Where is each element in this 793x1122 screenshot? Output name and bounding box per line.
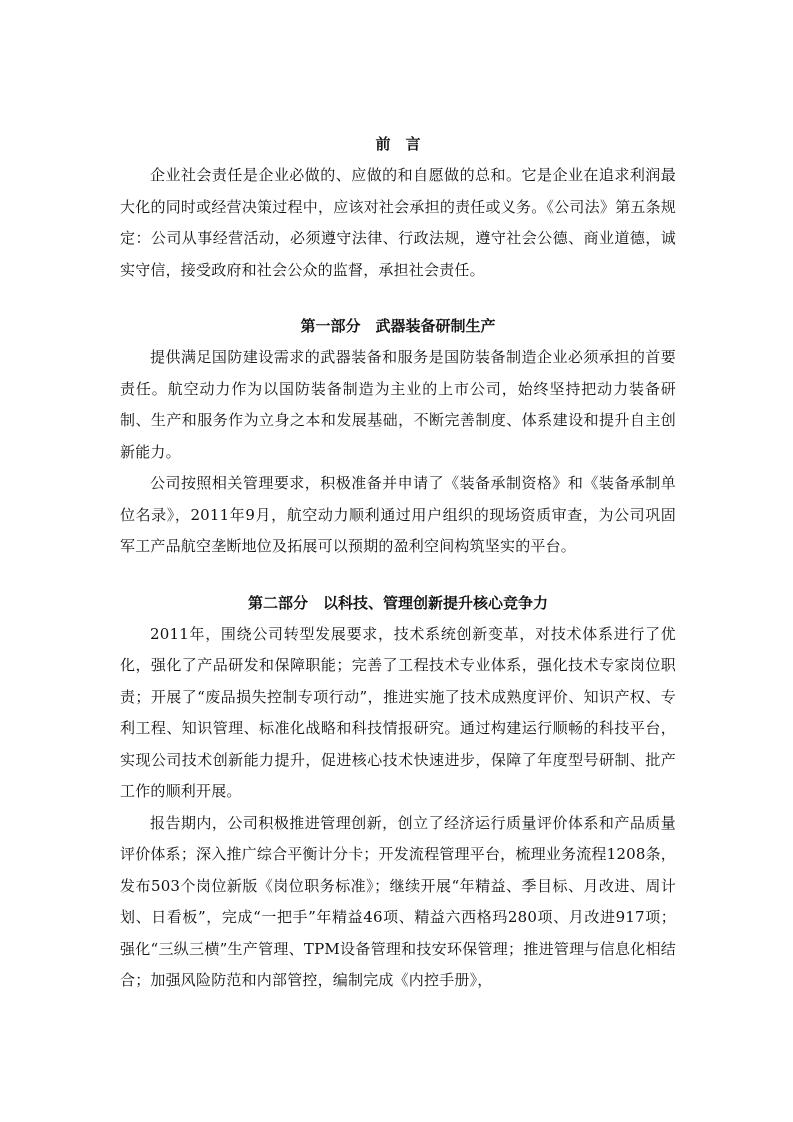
part2-paragraph-2: 报告期内，公司积极推进管理创新，创立了经济运行质量评价体系和产品质量评价体系；深入推广综合平衡计分卡；开发流程管理平台，梳理业务流程1208条，发布503个岗位新版《岗位职务标准》；继续开展“年精益、季目标、月改进、周计划、日看板”，完成“一把手”年精益46项、精益六西格玛280项、月改进917项；强化“三纵三横”生产管理、TPM设备管理和技安环保管理；推进管理与信息化相结合；加强风险防范和内部管控，编制完成《内控手册》， xyxy=(120,813,676,989)
part1-heading: 第一部分 武器装备研制生产 xyxy=(300,317,496,335)
section-gap xyxy=(120,286,676,310)
part1-paragraph-2: 公司按照相关管理要求，积极准备并申请了《装备承制资格》和《装备承制单位名录》，2011年9月，航空动力顺利通过用户组织的现场资质审查，为公司巩固军工产品航空垄断地位及拓展可以预期的盈利空间构筑坚实的平台。 xyxy=(120,474,676,555)
preface-paragraph-1: 企业社会责任是企业必做的、应做的和自愿做的总和。它是企业在追求利润最大化的同时或经营决策过程中，应该对社会承担的责任或义务。《公司法》第五条规定：公司从事经营活动，必须遵守法律、行政法规，遵守社会公德、商业道德，诚实守信，接受政府和社会公众的监督，承担社会责任。 xyxy=(120,166,676,279)
part2-heading: 第二部分 以科技、管理创新提升核心竞争力 xyxy=(247,593,548,612)
part2-paragraph-1: 2011年，围绕公司转型发展要求，技术系统创新变革，对技术体系进行了优化，强化了产品研发和保障职能；完善了工程技术专业体系，强化技术专家岗位职责；开展了“废品损失控制专项行动”，推进实施了技术成熟度评价、知识产权、专利工程、知识管理、标准化战略和科技情报研究。通过构建运行顺畅的科技平台，实现公司技术创新能力提升，促进核心技术快速进步，保障了年度型号研制、批产工作的顺利开展。 xyxy=(120,624,676,800)
section-gap xyxy=(120,563,676,587)
document-body xyxy=(120,128,676,997)
preface-heading: 前 言 xyxy=(375,135,421,153)
part1-paragraph-1: 提供满足国防建设需求的武器装备和服务是国防装备制造企业必须承担的首要责任。航空动力作为以国防装备制造为主业的上市公司，始终坚持把动力装备研制、生产和服务作为立身之本和发展基础，不断完善制度、体系建设和提升自主创新能力。 xyxy=(120,348,676,461)
